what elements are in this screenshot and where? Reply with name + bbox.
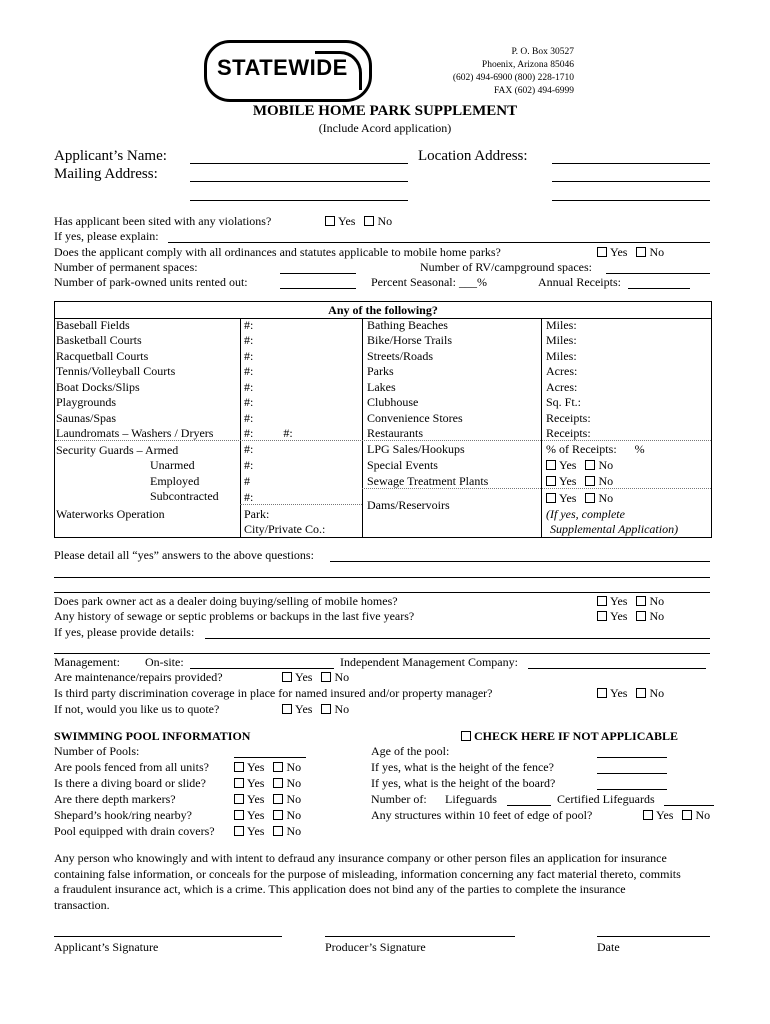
count-field[interactable]: #: xyxy=(244,490,254,504)
amenity-item: Boat Docks/Slips xyxy=(56,380,140,394)
no-checkbox[interactable] xyxy=(321,672,331,682)
dams-yes-no xyxy=(546,491,613,506)
applicant-signature-label: Applicant’s Signature xyxy=(54,940,159,954)
amenity-item: Streets/Roads xyxy=(367,349,433,363)
no-label: No xyxy=(286,776,302,790)
measure-field[interactable]: Sq. Ft.: xyxy=(546,395,582,409)
structures-yes-no xyxy=(643,808,710,823)
no-label: No xyxy=(649,609,665,623)
mailing-address-field[interactable] xyxy=(190,181,408,182)
yes-label: Yes xyxy=(559,491,577,505)
sewage-treatment-yes-no xyxy=(546,474,613,489)
indep-mgmt-label: Independent Management Company: xyxy=(340,655,518,669)
fraud-notice xyxy=(54,851,681,913)
comply-question: Does the applicant comply with all ordinances and statutes applicable to mobile home parks? xyxy=(54,245,501,259)
yes-label: Yes xyxy=(559,474,577,488)
amenity-item: LPG Sales/Hookups xyxy=(367,442,465,456)
yes-checkbox[interactable] xyxy=(234,762,244,772)
yes-label: Yes xyxy=(247,824,265,838)
measure-field[interactable]: Acres: xyxy=(546,364,578,378)
fence-height-label: If yes, what is the height of the fence? xyxy=(371,760,554,774)
maintenance-question: Are maintenance/repairs provided? xyxy=(54,670,223,684)
no-label: No xyxy=(598,474,614,488)
yes-checkbox[interactable] xyxy=(234,794,244,804)
not-applicable xyxy=(461,729,678,744)
location-address-label: Location Address: xyxy=(418,148,528,164)
mailing-address-field-2[interactable] xyxy=(190,200,408,201)
no-checkbox[interactable] xyxy=(636,611,646,621)
measure-field[interactable]: Receipts: xyxy=(546,426,591,440)
percent-seasonal-label: Percent Seasonal: ___% xyxy=(371,275,487,289)
no-checkbox[interactable] xyxy=(273,794,283,804)
board-height-field[interactable] xyxy=(597,789,667,790)
rv-spaces-label: Number of RV/campground spaces: xyxy=(420,260,592,274)
lifeguards-field[interactable] xyxy=(507,805,551,806)
supplemental-note: (If yes, complete xyxy=(546,507,625,521)
column-divider xyxy=(541,318,542,537)
no-checkbox[interactable] xyxy=(636,247,646,257)
amenity-item: Bike/Horse Trails xyxy=(367,333,453,347)
yes-label: Yes xyxy=(247,776,265,790)
producer-signature-label: Producer’s Signature xyxy=(325,940,426,954)
count-field[interactable]: #: xyxy=(244,411,254,425)
details-label: If yes, please provide details: xyxy=(54,625,195,639)
amenity-item: Subcontracted xyxy=(150,489,219,503)
drain-yes-no xyxy=(234,824,301,839)
amenity-item: Restaurants xyxy=(367,426,423,440)
no-label: No xyxy=(286,808,302,822)
explain-field[interactable] xyxy=(168,242,710,243)
num-pools-field[interactable] xyxy=(234,757,306,758)
location-address-field-3[interactable] xyxy=(552,200,710,201)
quote-yes-no xyxy=(282,702,349,717)
discrimination-question: Is third party discrimination coverage in place for named insured and/or property manager? xyxy=(54,686,493,700)
explain-label: If yes, please explain: xyxy=(54,229,159,243)
amenity-item: Employed xyxy=(150,474,200,488)
violations-yes-no xyxy=(325,214,392,229)
no-checkbox[interactable] xyxy=(636,596,646,606)
yes-checkbox[interactable] xyxy=(597,688,607,698)
statewide-logo xyxy=(204,40,372,102)
yes-checkbox[interactable] xyxy=(546,493,556,503)
supplemental-note: Supplemental Application) xyxy=(550,522,679,536)
yes-label: Yes xyxy=(610,609,628,623)
yes-checkbox[interactable] xyxy=(282,704,292,714)
no-checkbox[interactable] xyxy=(585,493,595,503)
board-height-label: If yes, what is the height of the board? xyxy=(371,776,556,790)
location-address-field[interactable] xyxy=(552,163,710,164)
fraud-notice-line: transaction. xyxy=(54,897,110,912)
form-subtitle: (Include Acord application) xyxy=(318,121,452,135)
maintenance-yes-no xyxy=(282,670,349,685)
yes-checkbox[interactable] xyxy=(597,247,607,257)
logo-text: STATEWIDE xyxy=(217,55,348,80)
yes-label: Yes xyxy=(610,245,628,259)
dealer-question: Does park owner act as a dealer doing buying/selling of mobile homes? xyxy=(54,594,398,608)
yes-label: Yes xyxy=(247,792,265,806)
rv-spaces-field[interactable] xyxy=(606,273,710,274)
count-field[interactable]: #: xyxy=(244,349,254,363)
fraud-notice-line: containing false information, or conceals for the purpose of misleading, information concerning any fact material thereto, commits xyxy=(54,866,681,881)
amenity-item: Baseball Fields xyxy=(56,318,130,332)
fraud-notice-line: Any person who knowingly and with intent to defraud any insurance company or other person files an application for insurance xyxy=(54,851,667,865)
annual-receipts-field[interactable] xyxy=(628,288,690,289)
yes-label: Yes xyxy=(559,458,577,472)
indep-mgmt-field[interactable] xyxy=(528,668,706,669)
violations-question: Has applicant been sited with any violations? xyxy=(54,214,272,228)
quote-question: If not, would you like us to quote? xyxy=(54,702,220,716)
amenity-item: Tennis/Volleyball Courts xyxy=(56,364,176,378)
yes-checkbox[interactable] xyxy=(234,810,244,820)
amenity-item: Parks xyxy=(367,364,394,378)
pool-heading: SWIMMING POOL INFORMATION xyxy=(54,729,251,743)
drain-question: Pool equipped with drain covers? xyxy=(54,824,215,838)
amenity-item: Convenience Stores xyxy=(367,411,463,425)
no-checkbox[interactable] xyxy=(585,460,595,470)
amenity-item: Clubhouse xyxy=(367,395,419,409)
no-label: No xyxy=(377,214,393,228)
address-line: Phoenix, Arizona 85046 xyxy=(481,60,574,70)
park-owned-label: Number of park-owned units rented out: xyxy=(54,275,248,289)
address-line: P. O. Box 30527 xyxy=(511,47,574,57)
pool-age-label: Age of the pool: xyxy=(371,744,450,758)
not-applicable-label: CHECK HERE IF NOT APPLICABLE xyxy=(474,729,679,743)
special-events-yes-no xyxy=(546,458,613,473)
yes-label: Yes xyxy=(295,670,313,684)
amenity-item: Saunas/Spas xyxy=(56,411,116,425)
fenced-question: Are pools fenced from all units? xyxy=(54,760,209,774)
yes-label: Yes xyxy=(247,808,265,822)
amenity-item: Special Events xyxy=(367,458,438,472)
yes-label: Yes xyxy=(610,594,628,608)
count-field[interactable]: #: xyxy=(244,395,254,409)
no-checkbox[interactable] xyxy=(364,216,374,226)
column-divider xyxy=(362,318,363,537)
amenity-item: Racquetball Courts xyxy=(56,349,149,363)
address-line: FAX (602) 494-6999 xyxy=(493,86,574,96)
no-label: No xyxy=(286,760,302,774)
detail-yes-field-2[interactable] xyxy=(54,577,710,578)
no-label: No xyxy=(286,824,302,838)
details-field-2[interactable] xyxy=(54,653,710,654)
fenced-yes-no xyxy=(234,760,301,775)
certified-lifeguards-field[interactable] xyxy=(664,805,714,806)
park-owned-field[interactable] xyxy=(280,288,356,289)
address-line: (602) 494-6900 (800) 228-1710 xyxy=(452,73,574,83)
no-label: No xyxy=(334,670,350,684)
no-checkbox[interactable] xyxy=(321,704,331,714)
pool-age-field[interactable] xyxy=(597,757,667,758)
no-checkbox[interactable] xyxy=(682,810,692,820)
yes-checkbox[interactable] xyxy=(325,216,335,226)
onsite-label: On-site: xyxy=(145,655,184,669)
no-checkbox[interactable] xyxy=(636,688,646,698)
date-field[interactable] xyxy=(597,936,710,937)
measure-field[interactable]: Receipts: xyxy=(546,411,591,425)
amenity-item: Basketball Courts xyxy=(56,333,142,347)
count-field[interactable]: #: xyxy=(244,442,254,456)
amenities-header: Any of the following? xyxy=(328,303,438,317)
amenity-item: Laundromats – Washers / Dryers xyxy=(56,426,214,440)
yes-label: Yes xyxy=(610,686,628,700)
detail-yes-label: Please detail all “yes” answers to the above questions: xyxy=(54,548,314,562)
no-label: No xyxy=(695,808,711,822)
no-label: No xyxy=(649,686,665,700)
lifeguards-label: Lifeguards xyxy=(445,792,497,806)
diving-question: Is there a diving board or slide? xyxy=(54,776,206,790)
amenity-item: Security Guards – Armed xyxy=(56,443,179,457)
permanent-spaces-label: Number of permanent spaces: xyxy=(54,260,198,274)
shepard-question: Shepard’s hook/ring nearby? xyxy=(54,808,192,822)
depth-question: Are there depth markers? xyxy=(54,792,176,806)
producer-signature-field[interactable] xyxy=(325,936,515,937)
park-field[interactable]: Park: xyxy=(244,507,270,521)
certified-lifeguards-label: Certified Lifeguards xyxy=(557,792,655,806)
no-label: No xyxy=(649,245,665,259)
amenity-item: Sewage Treatment Plants xyxy=(367,474,489,488)
amenity-item: Playgrounds xyxy=(56,395,116,409)
yes-checkbox[interactable] xyxy=(282,672,292,682)
sewage-question: Any history of sewage or septic problems or backups in the last five years? xyxy=(54,609,415,623)
management-label: Management: xyxy=(54,655,120,669)
amenities-table xyxy=(54,301,712,538)
fraud-notice-line: a fraudulent insurance act, which is a crime. This application does not bind any of the parties to complete the insurance xyxy=(54,882,626,896)
shepard-yes-no xyxy=(234,808,301,823)
discrimination-yes-no xyxy=(597,686,664,701)
count-field[interactable]: #: xyxy=(244,364,254,378)
no-label: No xyxy=(598,491,614,505)
yes-checkbox[interactable] xyxy=(546,460,556,470)
no-label: No xyxy=(598,458,614,472)
detail-yes-field-3[interactable] xyxy=(54,592,710,593)
no-label: No xyxy=(286,792,302,806)
amenity-item: Bathing Beaches xyxy=(367,318,448,332)
yes-label: Yes xyxy=(247,760,265,774)
company-address xyxy=(453,46,574,98)
dealer-yes-no xyxy=(597,594,664,609)
yes-label: Yes xyxy=(656,808,674,822)
applicant-signature-field[interactable] xyxy=(54,936,282,937)
measure-field[interactable]: Miles: xyxy=(546,318,577,332)
amenity-item: Dams/Reservoirs xyxy=(367,498,450,512)
date-label: Date xyxy=(597,940,620,954)
permanent-spaces-field[interactable] xyxy=(280,273,356,274)
yes-checkbox[interactable] xyxy=(234,778,244,788)
location-address-field-2[interactable] xyxy=(552,181,710,182)
applicant-name-label: Applicant’s Name: xyxy=(54,148,167,164)
amenity-item: Lakes xyxy=(367,380,396,394)
yes-checkbox[interactable] xyxy=(597,611,607,621)
structures-question: Any structures within 10 feet of edge of pool? xyxy=(371,808,593,822)
onsite-field[interactable] xyxy=(190,668,334,669)
row-separator xyxy=(240,504,362,505)
diving-yes-no xyxy=(234,776,301,791)
details-field[interactable] xyxy=(205,638,710,639)
count-field[interactable]: #: xyxy=(244,380,254,394)
count-field[interactable]: # xyxy=(244,474,250,488)
measure-field[interactable]: Miles: xyxy=(546,333,577,347)
yes-checkbox[interactable] xyxy=(234,826,244,836)
count-field[interactable]: #: xyxy=(244,458,254,472)
depth-yes-no xyxy=(234,792,301,807)
no-checkbox[interactable] xyxy=(273,778,283,788)
no-checkbox[interactable] xyxy=(273,762,283,772)
count-field[interactable]: #: #: xyxy=(244,426,293,440)
no-label: No xyxy=(334,702,350,716)
form-title: MOBILE HOME PARK SUPPLEMENT xyxy=(252,103,518,119)
yes-checkbox[interactable] xyxy=(643,810,653,820)
measure-field[interactable]: Acres: xyxy=(546,380,578,394)
annual-receipts-label: Annual Receipts: xyxy=(538,275,621,289)
mailing-address-label: Mailing Address: xyxy=(54,166,158,182)
measure-field[interactable]: Miles: xyxy=(546,349,577,363)
no-checkbox[interactable] xyxy=(585,476,595,486)
measure-field[interactable]: % of Receipts: % xyxy=(546,442,645,456)
yes-label: Yes xyxy=(338,214,356,228)
yes-checkbox[interactable] xyxy=(546,476,556,486)
yes-label: Yes xyxy=(295,702,313,716)
detail-yes-field[interactable] xyxy=(330,561,710,562)
no-checkbox[interactable] xyxy=(273,810,283,820)
no-label: No xyxy=(649,594,665,608)
not-applicable-checkbox[interactable] xyxy=(461,731,471,741)
comply-yes-no xyxy=(597,245,664,260)
fence-height-field[interactable] xyxy=(597,773,667,774)
count-field[interactable]: #: xyxy=(244,318,254,332)
sewage-yes-no xyxy=(597,609,664,624)
yes-checkbox[interactable] xyxy=(597,596,607,606)
no-checkbox[interactable] xyxy=(273,826,283,836)
num-pools-label: Number of Pools: xyxy=(54,744,140,758)
amenity-item: Waterworks Operation xyxy=(56,507,165,521)
city-private-field[interactable]: City/Private Co.: xyxy=(244,522,326,536)
number-of-label: Number of: xyxy=(371,792,427,806)
amenity-item: Unarmed xyxy=(150,458,195,472)
applicant-name-field[interactable] xyxy=(190,163,408,164)
count-field[interactable]: #: xyxy=(244,333,254,347)
